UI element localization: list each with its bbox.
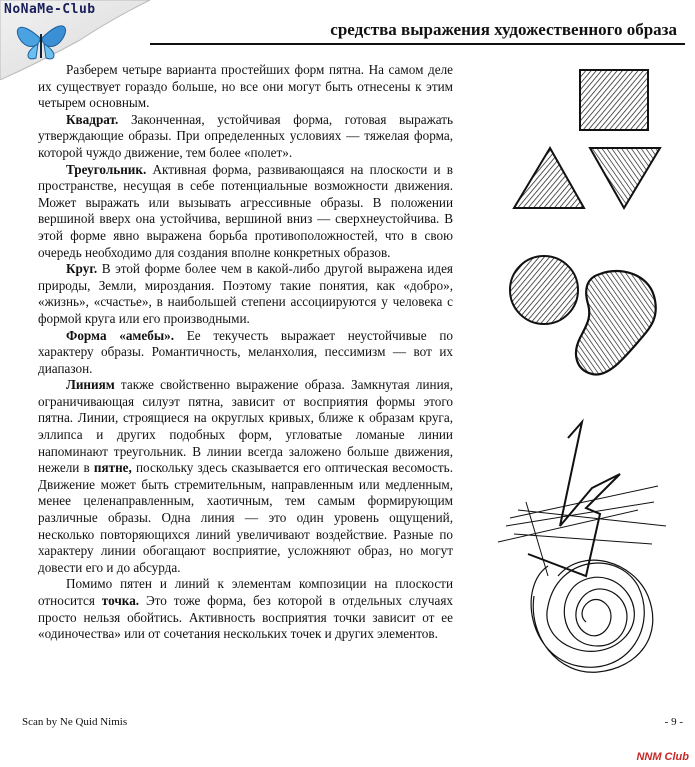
footer-scan-credit: Scan by Ne Quid Nimis	[22, 716, 128, 728]
paragraph-intro: Разберем четыре варианта простейших форм пятна. На самом деле их существует гораздо больше, но все они могут быть отнесены к этим четырем основным.	[38, 62, 453, 111]
hatched-triangle-down	[590, 148, 660, 208]
header-rule	[150, 43, 685, 45]
page-header-title: средства выражения художественного образа	[330, 20, 677, 39]
term-lines: Линиям	[66, 377, 115, 393]
hatched-circle	[510, 256, 578, 324]
scribble-lines	[531, 560, 653, 672]
paragraph-square: Квадрат. Законченная, устойчивая форма, готовая выражать утверждающие образы. При определенных условиях — тяжелая форма, которой чуждо движение, тем более «полет».	[38, 111, 453, 160]
term-amoeba: Форма «амебы».	[66, 327, 175, 343]
paragraph-triangle: Треугольник. Активная форма, развивающаяся на плоскости и в пространстве, несущая в себе потенциальные возможности движения. Может выражать или вызывать агрессивные образы. В положении вершиной вверх она устойчива, вершиной вниз — сверхнеустойчива. В этой форме явно выражена борьба противоположностей, что в свою очередь необходимо для создания вполне конкретных образов.	[38, 161, 453, 260]
paragraph-amoeba: Форма «амебы». Ее текучесть выражает неустойчивые по характеру образы. Романтичность, меланхолия, пессимизм — вот их диапазон.	[38, 327, 453, 376]
body-text	[38, 62, 453, 643]
paragraph-circle: Круг. В этой форме более чем в какой-либо другой выражена идея природы, Земли, мироздания. Поэтому такие понятия, как «добро», «жизнь», «счастье», в наибольшей степени ассоциируются у человека с формой круга или его производными.	[38, 261, 453, 326]
term-point: точка.	[101, 593, 140, 608]
shapes-illustration	[488, 56, 688, 706]
term-square: Квадрат.	[66, 111, 119, 127]
watermark-text: NNM Club	[636, 751, 689, 763]
paragraph-lines: Линиям также свойственно выражение образа. Замкнутая линия, ограничивающая силуэт пятна, зависит от восприятия формы этого пятна. Линии, строящиеся на округлых кривых, ближе к образам круга, эллипса и других подобных форм, угловатые ломаные линии напоминают треугольник. В линии всегда заложено больше движения, нежели в пятне, поскольку здесь сказывается его оптическая весомость. Движение может быть стремительным, направленным или медленным, менее целенаправленным, хаотичным, тем самым формирующим различные образы. Одна линия — это один уровень ощущений, несколько повторяющихся линий увеличивают воздействие. Разные по характеру линии обогащают восприятие, усложняют образ, но могут довести его и до абсурда.	[38, 377, 453, 575]
term-spot: пятне,	[93, 460, 132, 476]
hatched-amoeba	[576, 271, 656, 375]
logo-text: NoNaMe-Club	[4, 2, 96, 17]
zigzag-line	[528, 422, 620, 576]
page-number: - 9 -	[664, 716, 683, 728]
paragraph-point: Помимо пятен и линий к элементам композиции на плоскости относится точка. Это тоже форма, без которой в отдельных случаях просто нельзя обойтись. Активность восприятия точки зависит от ее «одиночества» или от сочетания нескольких точек и других элементов.	[38, 576, 453, 642]
hatched-triangle-up	[514, 148, 584, 208]
term-triangle: Треугольник.	[66, 161, 147, 177]
term-circle: Круг.	[66, 261, 98, 277]
hatched-square	[580, 70, 648, 130]
